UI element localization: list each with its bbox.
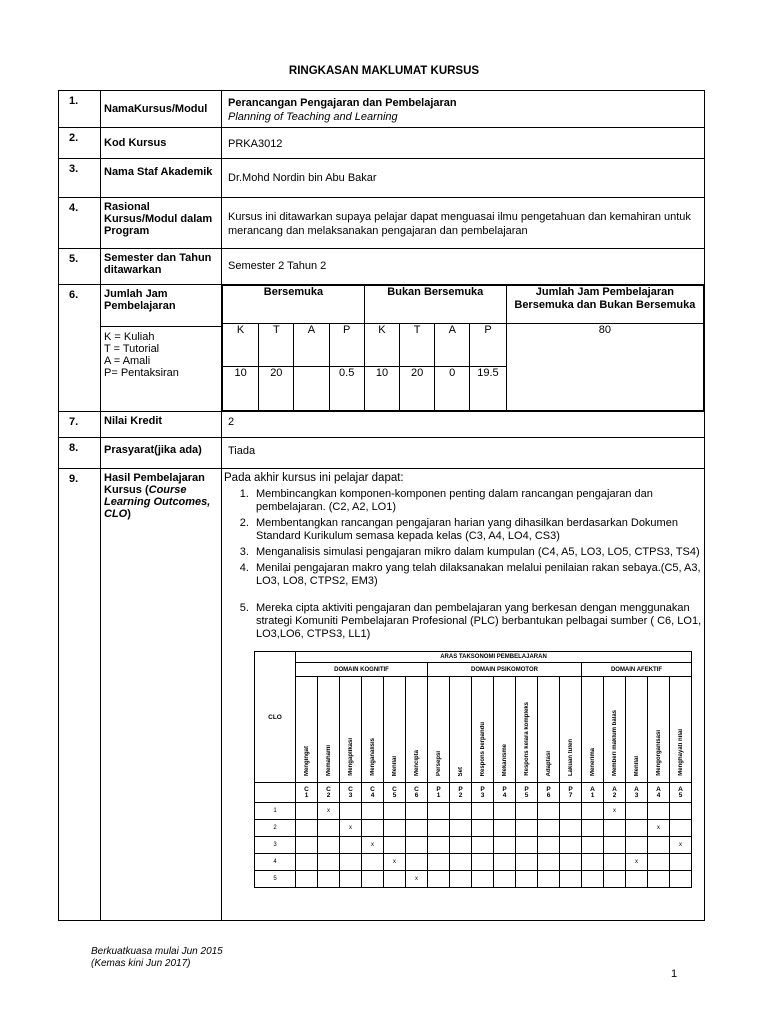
taxonomy-code-letter: P [458,785,463,793]
course-name-english: Planning of Teaching and Learning [228,111,398,123]
credit-value: 2 [222,412,705,438]
row-label: Nama Staf Akademik [101,159,222,198]
row-learning-hours [59,285,705,412]
taxonomy-mark [318,854,340,871]
taxonomy-code [494,783,516,803]
clo-label-part: ) [127,508,131,520]
taxonomy-mark [516,820,538,837]
taxonomy-level-label: Mekanisme [501,743,508,776]
taxonomy-level [648,677,670,783]
taxonomy-mark [626,871,648,888]
taxonomy-mark [450,854,472,871]
row-number: 4. [59,198,101,249]
staff-name-value: Dr.Mohd Nordin bin Abu Bakar [222,159,705,198]
taxonomy-code-letter: C [348,785,353,793]
row-course-name [59,91,705,128]
taxonomy-level-label: Mengaplikasi [347,738,354,776]
footer-effective: Berkuatkuasa mulai Jun 2015 [91,946,223,957]
clo-intro: Pada akhir kursus ini pelajar dapat: [224,472,404,484]
taxonomy-mark [494,837,516,854]
row-rationale [59,198,705,249]
legend-item: P= Pentaksiran [104,367,179,379]
taxonomy-mark [494,854,516,871]
taxonomy-code-letter: P [568,785,573,793]
taxonomy-code-number: 5 [392,791,397,799]
taxonomy-mark: x [318,803,340,820]
taxonomy-code [450,783,472,803]
taxonomy-code-letter: P [480,785,485,793]
taxonomy-level [450,677,472,783]
taxonomy-mark [648,871,670,888]
taxonomy-mark [516,871,538,888]
hours-value: 0.5 [329,367,364,411]
taxonomy-level [428,677,450,783]
clo-label-part: Hasil Pembelajaran Kursus ( [104,472,205,496]
taxonomy-code [406,783,428,803]
taxonomy-code-number: 6 [546,791,551,799]
taxonomy-mark [604,854,626,871]
taxonomy-mark [340,854,362,871]
taxonomy-level [318,677,340,783]
taxonomy-mark [494,871,516,888]
taxonomy-mark: x [406,871,428,888]
taxonomy-mark [340,871,362,888]
taxonomy-level [472,677,494,783]
taxonomy-mark [318,871,340,888]
clo-content [222,469,705,921]
clo-item: 1. Membincangkan komponen-komponen penting dalam rancangan pengajaran dan pembelajaran. (C2, A2, LO1) [252,488,704,514]
taxonomy-level-label: Memberi maklum balas [611,709,618,776]
legend-item: T = Tutorial [104,343,160,355]
taxonomy-mark [428,803,450,820]
taxonomy-mark [428,837,450,854]
taxonomy-level [582,677,604,783]
taxonomy-code-number: 4 [370,791,375,799]
taxonomy-code [538,783,560,803]
taxonomy-level-label: Lakuan tulen [567,738,574,776]
row-credit [59,412,705,438]
taxonomy-mark [538,803,560,820]
row-learning-outcomes [59,469,705,921]
taxonomy-mark [582,871,604,888]
taxonomy-mark [604,871,626,888]
taxonomy-mark [516,837,538,854]
hours-letter: T [259,324,294,367]
taxonomy-code-number: 2 [458,791,463,799]
taxonomy-level-label: Adaptasi [545,750,552,776]
hours-letter: P [329,324,364,367]
taxonomy-mark [582,854,604,871]
taxonomy-level-label: Mengorganisasi [655,730,662,776]
row-number: 7. [59,412,101,438]
row-label: Semester dan Tahun ditawarkan [101,249,222,285]
legend-item: K = Kuliah [104,331,155,343]
row-prerequisite [59,438,705,469]
taxonomy-code-letter: P [524,785,529,793]
clo-header: CLO [255,652,296,783]
taxonomy-mark [538,854,560,871]
taxonomy-mark [560,820,582,837]
taxonomy-code-letter: A [656,785,661,793]
header-jumlah-jam: Jumlah Jam Pembelajaran Bersemuka dan Bukan Bersemuka [506,286,703,324]
taxonomy-mark [538,871,560,888]
taxonomy-mark [406,820,428,837]
taxonomy-code-letter: P [502,785,507,793]
taxonomy-mark [670,871,692,888]
row-label: Rasional Kursus/Modul dalam Program [101,198,222,249]
taxonomy-mark [362,803,384,820]
taxonomy-mark [406,803,428,820]
taxonomy-code [340,783,362,803]
taxonomy-mark [604,837,626,854]
taxonomy-mark [582,803,604,820]
course-name-value [222,91,705,128]
taxonomy-code [318,783,340,803]
taxonomy-level [362,677,384,783]
taxonomy-mark [626,837,648,854]
taxonomy-code [384,783,406,803]
taxonomy-code-number: 6 [414,791,419,799]
taxonomy-code-letter: A [612,785,617,793]
taxonomy-mark: x [384,854,406,871]
taxonomy-mark [516,854,538,871]
taxonomy-level-label: Menilai [633,755,640,776]
taxonomy-level [340,677,362,783]
taxonomy-code-number: 7 [568,791,573,799]
taxonomy-mark [472,820,494,837]
hours-value: 20 [400,367,435,411]
taxonomy-mark [538,820,560,837]
taxonomy-mark [318,837,340,854]
course-summary-table [58,90,705,921]
taxonomy-mark [450,837,472,854]
taxonomy-mark [428,871,450,888]
taxonomy-code-letter: C [304,785,309,793]
hours-letter: A [294,324,329,367]
taxonomy-row [255,854,692,871]
taxonomy-mark [538,837,560,854]
taxonomy-code-number: 1 [436,791,441,799]
taxonomy-level [670,677,692,783]
taxonomy-mark [296,854,318,871]
taxonomy-code-number: 4 [502,791,507,799]
legend-item: A = Amali [104,355,151,367]
taxonomy-mark [450,871,472,888]
taxonomy-table [254,651,692,888]
clo-number: 4 [255,854,296,871]
taxonomy-mark [406,854,428,871]
taxonomy-mark [472,803,494,820]
taxonomy-mark [670,820,692,837]
taxonomy-mark [406,837,428,854]
row-label: NamaKursus/Modul [101,91,222,128]
prerequisite-value: Tiada [222,438,705,469]
taxonomy-level-label: Menilai [391,755,398,776]
taxonomy-code [296,783,318,803]
taxonomy-mark [494,820,516,837]
taxonomy-mark [296,837,318,854]
taxonomy-mark [428,854,450,871]
taxonomy-code [362,783,384,803]
rationale-value: Kursus ini ditawarkan supaya pelajar dapat menguasai ilmu pengetahuan dan kemahiran untuk merancang dan melaksanakan pengajaran dan pembelajaran [222,198,705,249]
hours-value: 20 [259,367,294,411]
taxonomy-mark [318,820,340,837]
taxonomy-level [406,677,428,783]
taxonomy-code [560,783,582,803]
row-number: 3. [59,159,101,198]
taxonomy-level-label: Mencipta [413,749,420,776]
row-academic-staff [59,159,705,198]
taxonomy-row [255,820,692,837]
taxonomy-mark [648,803,670,820]
taxonomy-code-letter: A [678,785,683,793]
codes-spacer [255,783,296,803]
taxonomy-code-number: 3 [348,791,353,799]
taxonomy-mark: x [648,820,670,837]
taxonomy-mark [384,871,406,888]
taxonomy-level [560,677,582,783]
taxonomy-code-letter: C [392,785,397,793]
taxonomy-level-label: Set [457,766,464,776]
taxonomy-mark [516,803,538,820]
taxonomy-code [648,783,670,803]
taxonomy-code [472,783,494,803]
clo-item: 3. Menganalisis simulasi pengajaran mikro dalam kumpulan (C4, A5, LO3, LO5, CTPS3, TS4) [252,546,704,559]
taxonomy-level-label: Mengingat [303,746,310,776]
taxonomy-code [428,783,450,803]
clo-item: 2. Membentangkan rancangan pengajaran harian yang dihasilkan berdasarkan Dokumen Standard Kurikulum semasa kepada kelas (C3, A4, LO4, CS3) [252,517,704,543]
page-number: 1 [671,968,678,980]
hours-label: Jumlah Jam Pembelajaran [104,288,176,312]
taxonomy-mark [582,820,604,837]
taxonomy-level [494,677,516,783]
domain-psychomotor: DOMAIN PSIKOMOTOR [428,663,582,677]
clo-label-english: Course Learning Outcomes, CLO [104,484,211,520]
taxonomy-mark [384,803,406,820]
taxonomy-code-letter: C [414,785,419,793]
taxonomy-code [604,783,626,803]
taxonomy-code-number: 2 [612,791,617,799]
hours-value: 10 [364,367,399,411]
taxonomy-level [538,677,560,783]
taxonomy-level [384,677,406,783]
hours-value: 0 [435,367,470,411]
header-bersemuka: Bersemuka [223,286,365,324]
taxonomy-code-letter: C [370,785,375,793]
taxonomy-code-number: 3 [634,791,639,799]
taxonomy-mark [384,820,406,837]
taxonomy-header: ARAS TAKSONOMI PEMBELAJARAN [296,652,692,663]
row-label-hours [101,285,222,412]
row-course-code [59,128,705,159]
taxonomy-mark [494,803,516,820]
taxonomy-mark [296,803,318,820]
taxonomy-mark [450,820,472,837]
row-label: Nilai Kredit [101,412,222,438]
taxonomy-code-letter: P [546,785,551,793]
row-number: 8. [59,438,101,469]
taxonomy-mark [604,820,626,837]
taxonomy-mark [582,837,604,854]
taxonomy-mark [296,820,318,837]
hours-letter: T [400,324,435,367]
header-bukan-bersemuka: Bukan Bersemuka [364,286,506,324]
hours-letter: K [223,324,259,367]
taxonomy-mark: x [626,854,648,871]
row-number: 5. [59,249,101,285]
taxonomy-mark: x [340,820,362,837]
taxonomy-level-label: Memahami [325,744,332,776]
domain-cognitive: DOMAIN KOGNITIF [296,663,428,677]
taxonomy-mark [340,803,362,820]
taxonomy-level-label: Menghayati nilai [677,729,684,776]
hours-grid-cell [222,285,705,412]
taxonomy-mark [560,837,582,854]
taxonomy-code-number: 4 [656,791,661,799]
taxonomy-mark [472,871,494,888]
row-label: Kod Kursus [101,128,222,159]
taxonomy-mark [362,871,384,888]
taxonomy-row [255,837,692,854]
taxonomy-mark [670,854,692,871]
taxonomy-mark [362,854,384,871]
clo-number: 1 [255,803,296,820]
taxonomy-row [255,803,692,820]
taxonomy-mark [626,820,648,837]
taxonomy-mark [560,803,582,820]
taxonomy-code [516,783,538,803]
row-number: 6. [59,285,101,412]
taxonomy-level [626,677,648,783]
taxonomy-level-label: Menerima [589,747,596,776]
taxonomy-mark: x [604,803,626,820]
hours-value [294,367,329,411]
taxonomy-code-number: 1 [590,791,595,799]
clo-number: 2 [255,820,296,837]
course-code-value: PRKA3012 [222,128,705,159]
clo-number: 3 [255,837,296,854]
taxonomy-mark: x [670,837,692,854]
taxonomy-code-number: 1 [304,791,309,799]
footer-updated: (Kemas kini Jun 2017) [91,958,191,969]
taxonomy-mark [362,820,384,837]
hours-value: 10 [223,367,259,411]
row-label: Prasyarat(jika ada) [101,438,222,469]
clo-list [224,488,704,641]
row-number: 9. [59,469,101,921]
taxonomy-level-label: Menganalisis [369,738,376,776]
taxonomy-level [296,677,318,783]
clo-number: 5 [255,871,296,888]
total-hours: 80 [506,324,703,411]
taxonomy-mark [472,854,494,871]
taxonomy-level [604,677,626,783]
taxonomy-code-letter: P [436,785,441,793]
row-label-clo [101,469,222,921]
taxonomy-mark [472,837,494,854]
taxonomy-level-label: Persepsi [435,750,442,776]
hours-letter: P [470,324,506,367]
taxonomy-code-number: 5 [678,791,683,799]
taxonomy-row [255,871,692,888]
taxonomy-code-number: 5 [524,791,529,799]
taxonomy-mark [670,803,692,820]
footer [91,946,223,970]
taxonomy-mark: x [362,837,384,854]
taxonomy-code-number: 3 [480,791,485,799]
taxonomy-level [516,677,538,783]
hours-letter: K [364,324,399,367]
clo-item: 5. Mereka cipta aktiviti pengajaran dan pembelajaran yang berkesan dengan menggunakan strategi Komuniti Pembelajaran Profesional (PLC) berbantukan pelbagai sumber ( C6, LO1, LO3,LO6, CTPS3, LL1) [252,602,704,641]
hours-value: 19.5 [470,367,506,411]
semester-value: Semester 2 Tahun 2 [222,249,705,285]
taxonomy-code-letter: A [634,785,639,793]
taxonomy-mark [428,820,450,837]
taxonomy-mark [296,871,318,888]
hours-letter: A [435,324,470,367]
document-title: RINGKASAN MAKLUMAT KURSUS [288,65,480,77]
taxonomy-code [582,783,604,803]
row-number: 1. [59,91,101,128]
hours-legend [101,326,221,383]
row-number: 2. [59,128,101,159]
taxonomy-mark [560,871,582,888]
taxonomy-mark [450,803,472,820]
row-semester [59,249,705,285]
taxonomy-code-letter: A [590,785,595,793]
taxonomy-code [670,783,692,803]
taxonomy-mark [340,837,362,854]
taxonomy-mark [648,837,670,854]
taxonomy-code [626,783,648,803]
taxonomy-level-label: Respons kelara kompleks [523,702,530,776]
taxonomy-mark [560,854,582,871]
taxonomy-mark [626,803,648,820]
course-name-malay: Perancangan Pengajaran dan Pembelajaran [228,97,457,109]
taxonomy-code-letter: C [326,785,331,793]
taxonomy-code-number: 2 [326,791,331,799]
hours-grid [222,285,704,411]
domain-affective: DOMAIN AFEKTIF [582,663,692,677]
taxonomy-mark [384,837,406,854]
taxonomy-level-label: Respons berpandu [479,721,486,776]
taxonomy-mark [648,854,670,871]
clo-item: 4. Menilai pengajaran makro yang telah dilaksanakan melalui penilaian rakan sebaya.(C5, A3, LO3, LO8, CTPS2, EM3) [252,562,704,588]
